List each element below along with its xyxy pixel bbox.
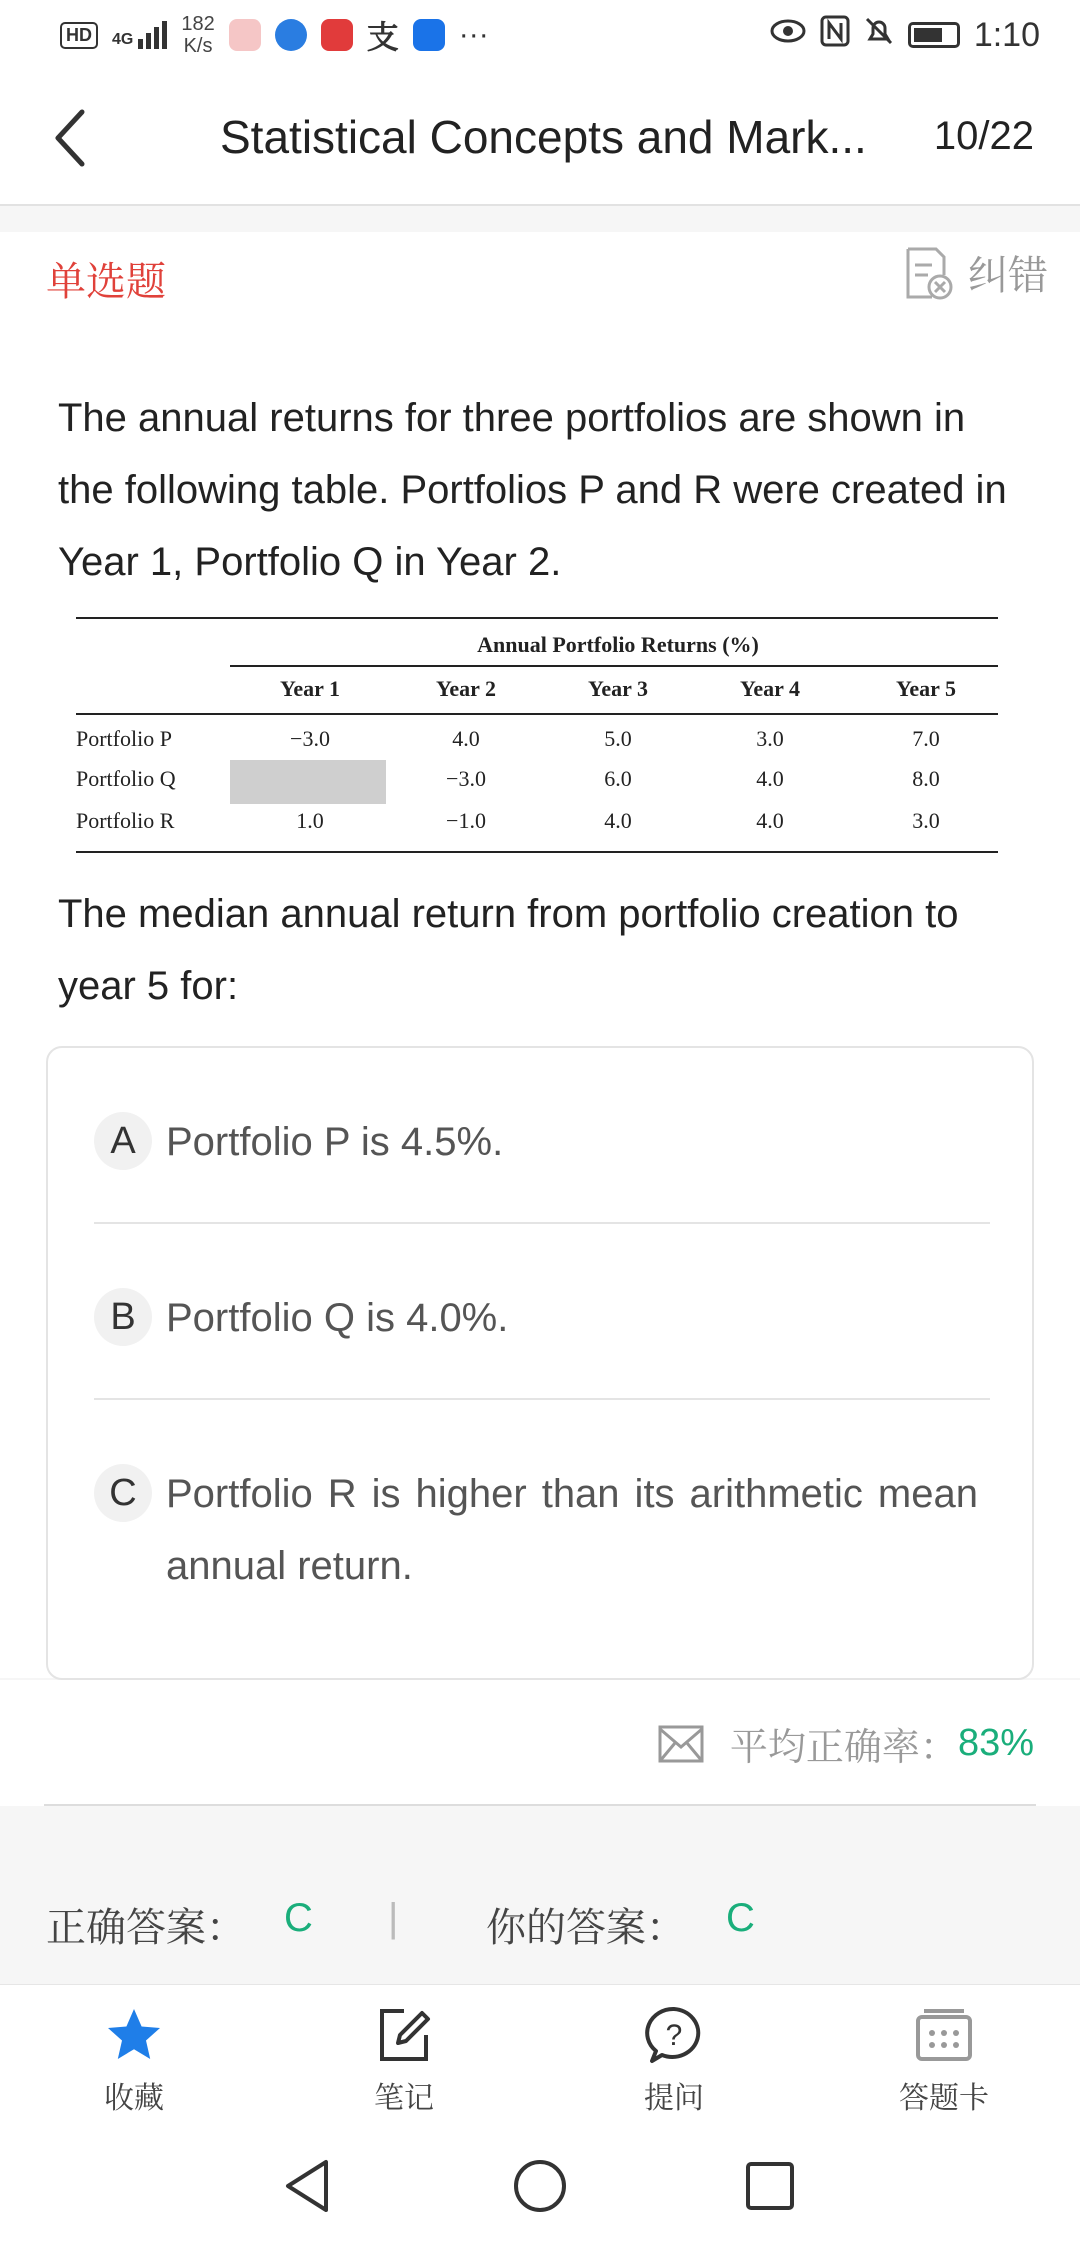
table-cell: 4.0 [452, 726, 480, 751]
table-empty-cell [230, 760, 386, 804]
answer-card-icon [912, 2005, 976, 2065]
average-accuracy-label: 平均正确率： [729, 1727, 958, 1769]
correct-answer-label: 正确答案： [46, 1906, 246, 1950]
answer-card-label: 答题卡 [899, 2082, 989, 2115]
answer-separator: | [388, 1896, 399, 1940]
table-cell: 5.0 [604, 726, 632, 751]
table-cell: 4.0 [756, 766, 784, 791]
question-bubble-icon [644, 2005, 704, 2065]
battery-icon [908, 22, 960, 48]
option-a[interactable] [94, 1106, 994, 1178]
svg-text:?: ? [665, 2019, 683, 2052]
answer-summary [0, 1806, 1080, 1984]
table-cell: −1.0 [446, 808, 486, 833]
question-type-label: 单选题 [46, 260, 166, 304]
notes-button[interactable] [324, 2005, 484, 2117]
chevron-left-icon [50, 106, 90, 170]
question-type-bar [0, 232, 1080, 322]
favorite-button[interactable] [54, 2005, 214, 2117]
clock: 1:10 [973, 15, 1040, 54]
report-error-icon [902, 245, 954, 301]
option-b[interactable] [94, 1282, 994, 1354]
notification-huawei-icon [321, 19, 353, 51]
envelope-icon[interactable] [658, 1725, 704, 1763]
notification-alipay-icon: 支 [366, 19, 399, 55]
table-column-header: Year 3 [587, 676, 649, 701]
table-cell: 4.0 [604, 808, 632, 833]
table-caption: Annual Portfolio Returns (%) [477, 632, 759, 657]
table-cell: 4.0 [756, 808, 784, 833]
more-notifications-icon: ··· [458, 18, 489, 51]
signal-icon: 4G [112, 21, 167, 49]
option-divider [94, 1398, 990, 1400]
ask-button[interactable] [594, 2005, 754, 2117]
network-speed: 182 K/s [181, 13, 215, 57]
notes-label: 笔记 [374, 2082, 434, 2115]
favorite-label: 收藏 [104, 2082, 164, 2115]
square-recents-icon [744, 2158, 796, 2214]
report-error-button[interactable] [902, 244, 1048, 301]
question-counter[interactable]: 10/22 [933, 114, 1034, 158]
eye-comfort-icon [770, 18, 806, 52]
table-cell: 8.0 [912, 766, 940, 791]
table-column-header: Year 2 [435, 676, 497, 701]
option-c-letter: C [94, 1464, 152, 1522]
ask-label: 提问 [644, 2082, 704, 2115]
table-cell: 1.0 [296, 808, 324, 833]
returns-table [58, 598, 1020, 868]
table-row-label: Portfolio R [76, 808, 175, 833]
top-nav-bar [0, 70, 1080, 206]
option-a-letter: A [94, 1112, 152, 1170]
circle-home-icon [512, 2158, 568, 2214]
your-answer-value: C [726, 1896, 755, 1940]
option-c[interactable] [94, 1458, 994, 1602]
system-navigation-bar [0, 2140, 1080, 2244]
report-error-label: 纠错 [968, 254, 1048, 298]
correct-answer-value: C [284, 1896, 313, 1940]
back-button[interactable] [50, 106, 110, 170]
table-row-label: Portfolio Q [76, 766, 176, 791]
option-b-text: Portfolio Q is 4.0%. [166, 1296, 509, 1340]
notification-bulb-icon [413, 19, 445, 51]
table-column-header: Year 5 [895, 676, 957, 701]
stats-row [0, 1680, 1080, 1806]
returns-table-figure [58, 598, 1020, 868]
table-cell: −3.0 [446, 766, 486, 791]
table-cell: 3.0 [756, 726, 784, 751]
table-cell: 7.0 [912, 726, 940, 751]
nfc-icon [820, 15, 850, 55]
notification-browser-icon [275, 19, 307, 51]
question-stem: The annual returns for three portfolios are shown in the following table. Portfolios P and R were created in Year 1, Portfolio Q in Year 2. [58, 396, 1007, 584]
option-divider [94, 1222, 990, 1224]
options-list [46, 1046, 1034, 1680]
page-title: Statistical Concepts and Mark... [220, 111, 867, 163]
table-row-label: Portfolio P [76, 726, 172, 751]
system-back-button[interactable] [282, 2158, 334, 2219]
option-c-text: Portfolio R is higher than its arithmetic mean annual return. [166, 1472, 978, 1588]
table-cell: −3.0 [290, 726, 330, 751]
option-a-text: Portfolio P is 4.5%. [166, 1120, 504, 1164]
bottom-toolbar [0, 1984, 1080, 2140]
status-bar [0, 0, 1080, 70]
star-icon [104, 2005, 164, 2065]
table-cell: 6.0 [604, 766, 632, 791]
option-b-letter: B [94, 1288, 152, 1346]
hd-indicator: HD [60, 22, 98, 49]
notification-app-icon [229, 19, 261, 51]
question-stem-continued: The median annual return from portfolio creation to year 5 for: [58, 892, 959, 1008]
system-recents-button[interactable] [744, 2158, 796, 2219]
average-accuracy [658, 1716, 1034, 1771]
triangle-back-icon [282, 2158, 334, 2214]
average-accuracy-value: 83% [957, 1722, 1034, 1764]
mute-icon [864, 15, 894, 55]
table-column-header: Year 4 [739, 676, 801, 701]
edit-note-icon [374, 2005, 434, 2065]
your-answer-label: 你的答案： [486, 1906, 686, 1950]
table-column-header: Year 1 [279, 676, 341, 701]
system-home-button[interactable] [512, 2158, 568, 2219]
table-cell: 3.0 [912, 808, 940, 833]
answer-card-button[interactable] [864, 2005, 1024, 2117]
question-card [0, 322, 1080, 1678]
